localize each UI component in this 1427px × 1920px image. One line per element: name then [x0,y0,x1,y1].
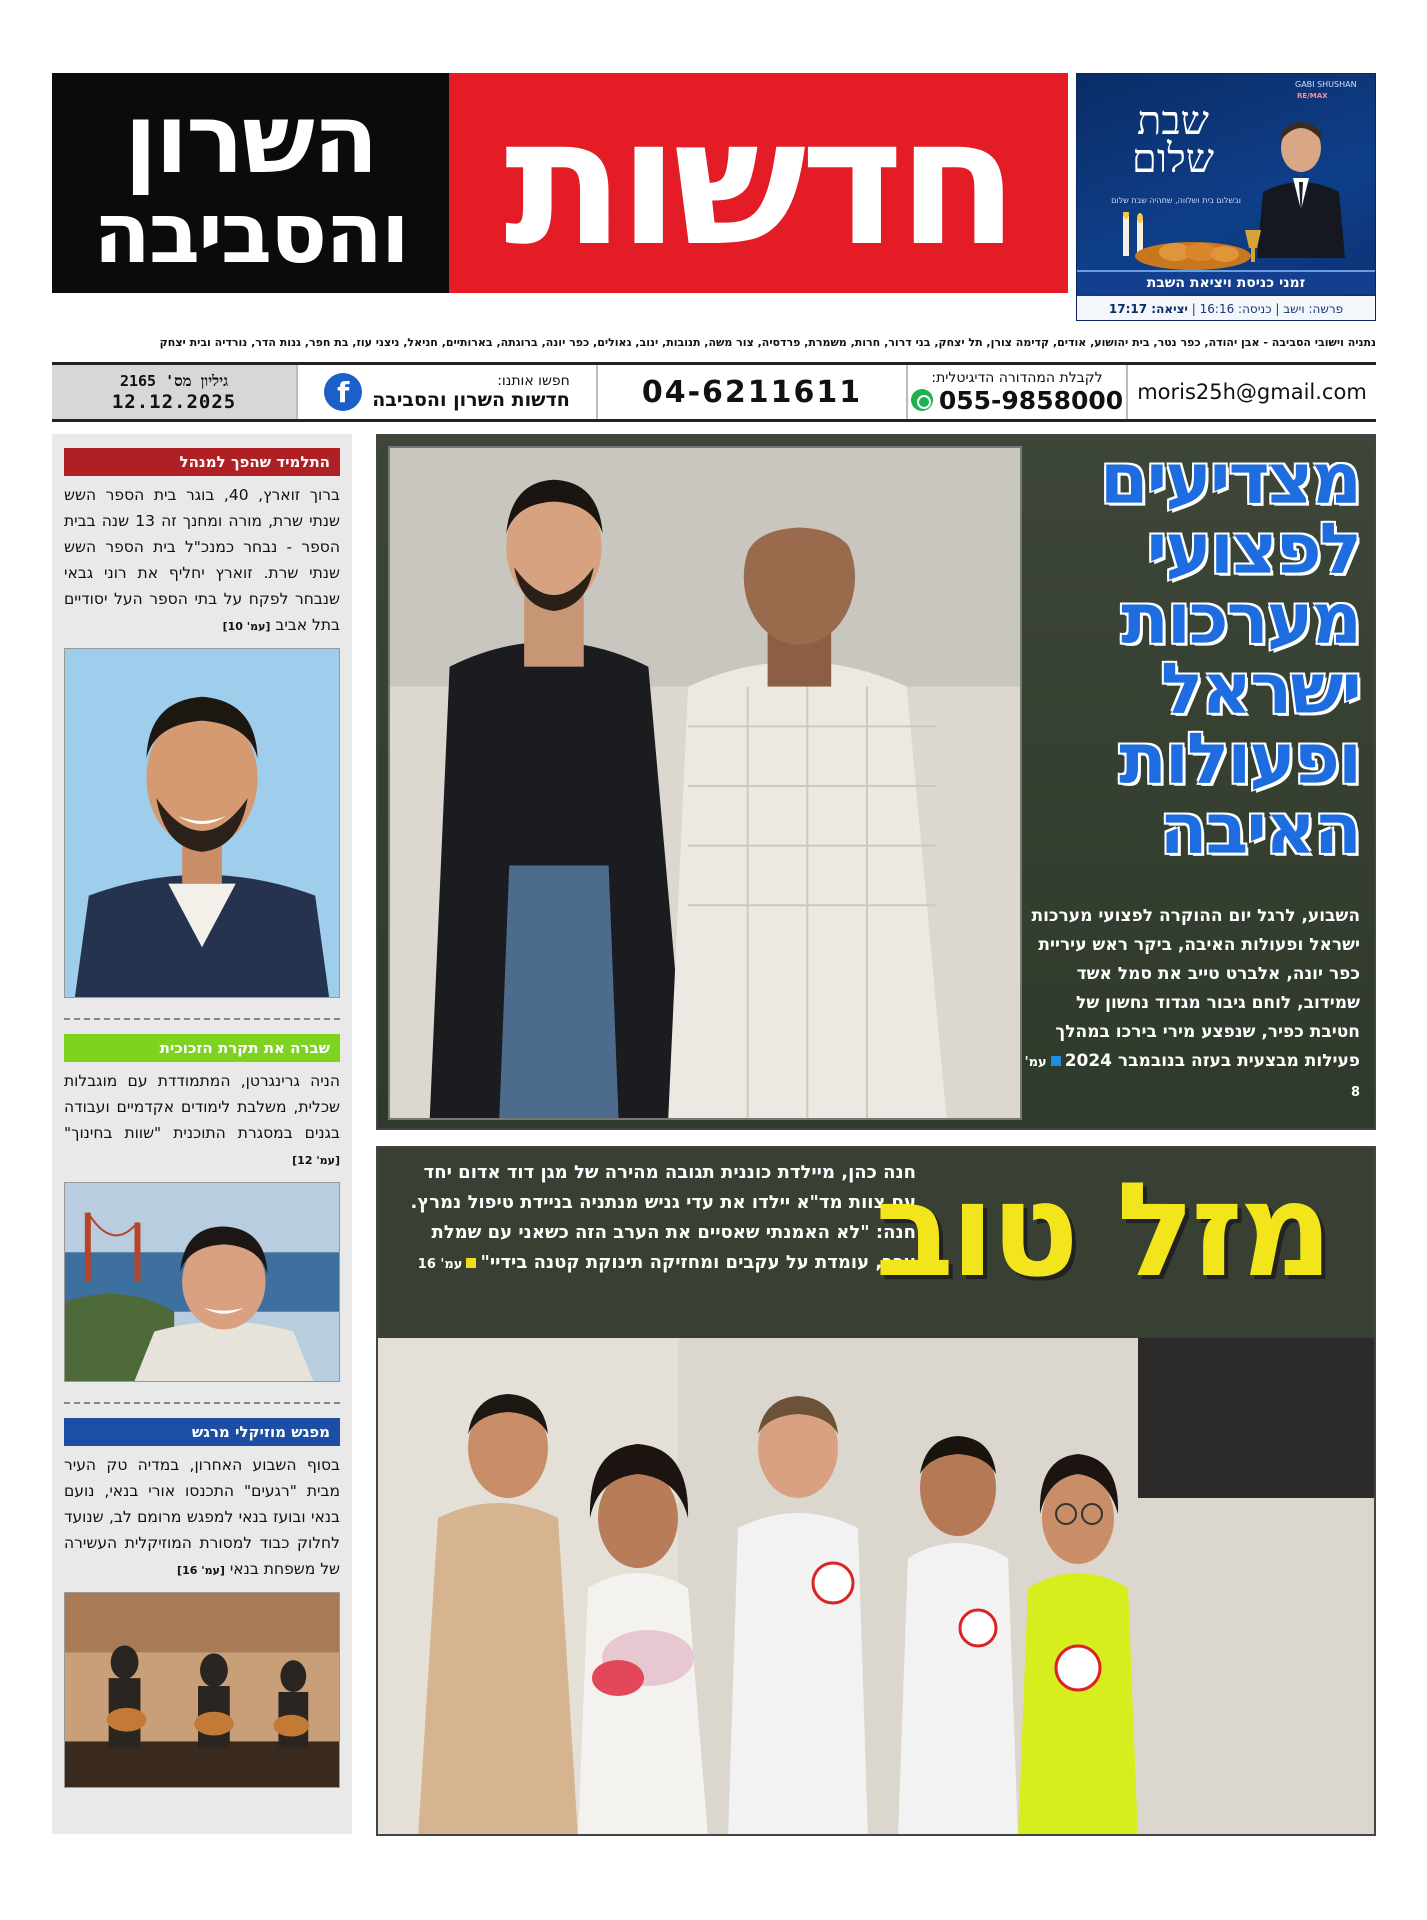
sidebar-body-principal: ברוך זוארץ, 40, בוגר בית הספר השש שנתי שרת, מורה ומחנך זה 13 שנה בבית הספר - נבחר כמנכ"ל בית הספר השש שנתי שרת. זוארץ יחליף את רוני גבאי שנבחר לפקח על בתי הספר העל יסודיים בתל אביב [64,486,340,634]
office-phone[interactable]: 04-6211611 [596,365,906,419]
facebook-icon: f [324,373,362,411]
story1-headline-line4: ישראל [1160,648,1360,730]
story-wounded-soldiers [376,434,1376,1130]
masthead [52,73,1068,293]
masthead-subtitle-line1: השרון [124,83,377,195]
towns-list: נתניה וישובי הסביבה - אבן יהודה, כפר נטר, בית יהושוע, אודים, קדימה צורן, תל יצחק, בני דרור, חרות, משמרת, פרדסיה, צור משה, תנובות, ינוב, גאולים, כפר יונה, ברוגתה, בארותיים, חניאל, ניצני עוז, בת חפר, גנות הדר, נורדיה ובית יצחק [159,336,1376,349]
story1-body-text: השבוע, לרגל יום ההוקרה לפצועי מערכות ישראל ופעולות האיבה, ביקר ראש עיריית כפר יונה, אלברט טייב את סמל אשד שמידוב, לוחם גיבור מגדוד נחשון של חטיבת כפיר, שנפצע מירי בירכו במהלך פעילות מבצעית בעזה בנובמבר 2024 [1031,906,1360,1071]
sidebar-divider-2 [64,1402,340,1404]
masthead-subtitle-block [52,73,449,293]
challah-candles-icon [1105,212,1265,272]
facebook-label: חפשו אותנו: [497,373,570,389]
sidebar-ref-glass-ceiling: [עמ' 12] [292,1154,340,1167]
sidebar-body-glass-ceiling: הניה גרינגרטן, המתמודדת עם מוגבלות שכלית, משלבת לימודים אקדמיים ועבודה בגנים במסגרת התוכנית "שוות בחינוך" [64,1072,340,1142]
story1-headline-line2: לפצועי [1146,508,1360,590]
masthead-title-block [449,73,1068,293]
digital-edition [906,365,1126,419]
sidebar-body-music: בסוף השבוע האחרון, במדיה טק העיר מבית "רגעים" התכנסו אורי בנאי, נועם בנאי ובועז בנאי למפגש מרומם לב, שנועד לחלוק כבוד למסורת המוזיקלית העשירה של משפחת בנאי [64,1456,340,1578]
ad-entry-time: כניסה: 16:16 [1199,302,1272,316]
sidebar-text-glass-ceiling [64,1068,340,1174]
sidebar-text-principal [64,482,340,640]
square-bullet-icon [466,1258,476,1268]
story-mazal-tov [376,1146,1376,1836]
story1-ref: עמ' 8 [1024,1055,1360,1100]
banai-concert-photo [64,1592,340,1788]
principal-photo [64,648,340,998]
sidebar-divider [64,1018,340,1020]
mayor-soldier-photo [388,446,1022,1120]
ad-parasha: פרשה: וישב [1283,302,1344,316]
story1-headline-line6: האיבה [1159,788,1360,870]
story2-body-text: חנה כהן, מיילדת כוננית תגובה מהירה של מגן דוד אדום יחד עם צוות מד"א יילדו את עדי גניש מנתניה בניידת טיפול נמרץ. חנה: "לא האמנתי שאסיים את הערב הזה כשאני עם שמלת ערב, עומדת על עקבים ומחזיקה תינוקת קטנה בידיי" [410,1162,916,1273]
digital-edition-phone[interactable]: 055-9858000 [938,385,1124,415]
square-bullet-icon [1051,1056,1061,1066]
facebook-text [372,373,570,411]
mda-team-photo [378,1338,1376,1836]
hania-photo [64,1182,340,1382]
sidebar-headline-glass-ceiling[interactable]: שברה את תקרת הזכוכית [64,1034,340,1062]
sidebar-text-music [64,1452,340,1584]
story2-headline: מזל טוב [874,1154,1330,1306]
story1-headline-line3: מערכות [1121,578,1360,660]
info-bar [52,362,1376,422]
story1-headline [1020,438,1360,870]
story2-ref: עמ' 16 [417,1257,463,1272]
masthead-title: חדשות [504,80,1013,285]
agent-portrait-icon [1253,110,1349,258]
ad-exit-time: יציאה: 17:17 [1108,302,1188,316]
story1-body [1024,902,1360,1107]
ad-times-bar: זמני כניסת ויציאת השבת [1077,270,1375,294]
digital-edition-label: לקבלת המהדורה הדיגיטלית: [931,369,1103,386]
sidebar-headline-principal[interactable]: התלמיד שהפך למנהל [64,448,340,476]
story1-headline-line5: ופעולות [1119,718,1360,800]
contact-email[interactable]: moris25h@gmail.com [1126,365,1376,419]
ad-times: פרשה: וישב | כניסה: 16:16 | יציאה: 17:17 [1077,296,1375,321]
ad-brand: GABI SHUSHAN [1295,80,1357,89]
sidebar-ref-music: [עמ' 16] [177,1564,225,1577]
ad-title [1093,98,1253,182]
shabbat-ad [1076,73,1376,321]
sidebar-ref-principal: [עמ' 10] [222,620,271,633]
ad-subtitle: ובשלום בית ושלווה, שתהיה שבת שלום [1111,196,1241,205]
masthead-subtitle-line2: והסביבה [93,184,408,282]
sidebar [52,434,352,1834]
issue-number: גיליון מס' 2165 [119,371,229,390]
sidebar-headline-music[interactable]: מפגש מוזיקלי מרגש [64,1418,340,1446]
facebook-block[interactable] [296,365,596,419]
ad-title-line1: שבת [1137,98,1209,144]
story1-headline-line1: מצדיעים [1099,438,1360,520]
whatsapp-icon [911,389,933,411]
digital-edition-phone-row [911,386,1123,415]
issue-info [52,365,296,419]
ad-title-line2: שלום [1131,136,1215,182]
facebook-page-name: חדשות השרון והסביבה [372,389,570,411]
issue-date: 12.12.2025 [111,390,237,413]
ad-brand-logo: RE/MAX [1297,92,1328,100]
